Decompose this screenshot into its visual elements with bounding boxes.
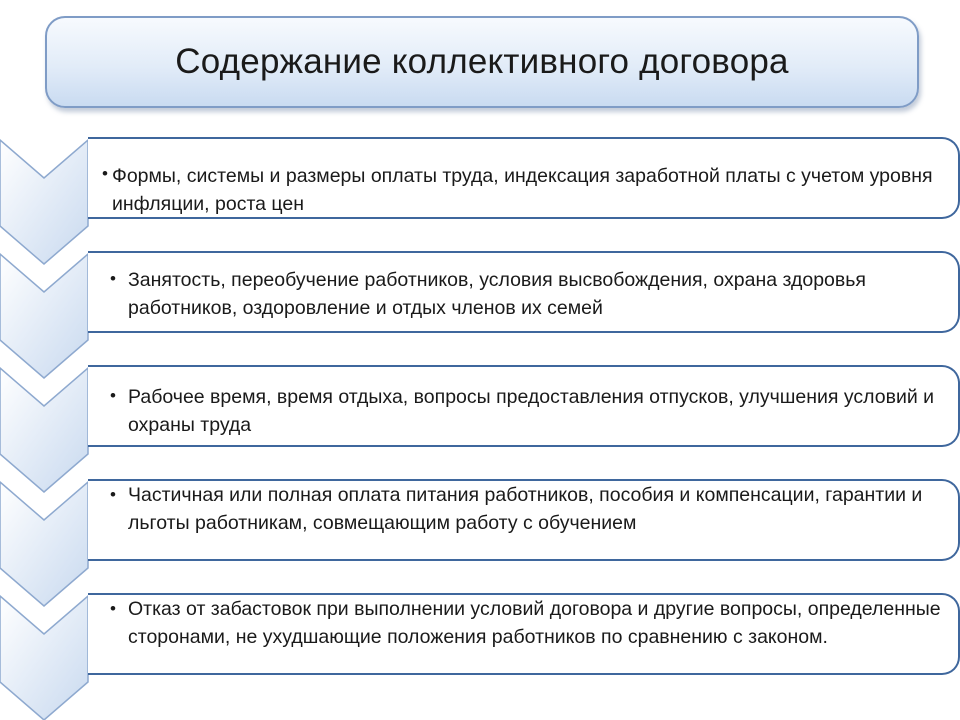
title-box <box>45 16 919 108</box>
chevron-column <box>0 0 100 720</box>
bullet-marker: • <box>110 599 116 618</box>
item-text: Частичная или полная оплата питания работников, пособия и компенсации, гарантии и льготы работникам, совмещающим работу с обучением <box>128 484 923 534</box>
item-text: Формы, системы и размеры оплаты труда, индексация заработной платы с учетом уровня инфляции, роста цен <box>112 165 933 215</box>
content-item-5 <box>88 593 960 675</box>
chevron-2 <box>0 254 88 378</box>
bullet-marker: • <box>110 485 116 504</box>
content-item-4 <box>88 479 960 561</box>
content-item-1 <box>88 137 960 219</box>
chevron-3 <box>0 368 88 492</box>
content-item-2 <box>88 251 960 333</box>
bullet-marker: • <box>110 269 116 288</box>
content-item-3 <box>88 365 960 447</box>
item-text: Рабочее время, время отдыха, вопросы предоставления отпусков, улучшения условий и охраны труда <box>128 386 935 436</box>
bullet-marker: • <box>110 386 116 405</box>
chevron-4 <box>0 482 88 606</box>
chevron-1 <box>0 140 88 264</box>
page-title: Содержание коллективного договора <box>175 42 789 81</box>
bullet-marker: • <box>102 164 108 183</box>
chevron-5 <box>0 596 88 720</box>
item-text: Отказ от забастовок при выполнении условий договора и другие вопросы, определенные сторонами, не ухудшающие положения работников по сравнению с законом. <box>128 598 941 648</box>
item-text: Занятость, переобучение работников, условия высвобождения, охрана здоровья работников, оздоровление и отдых членов их семей <box>128 269 866 319</box>
